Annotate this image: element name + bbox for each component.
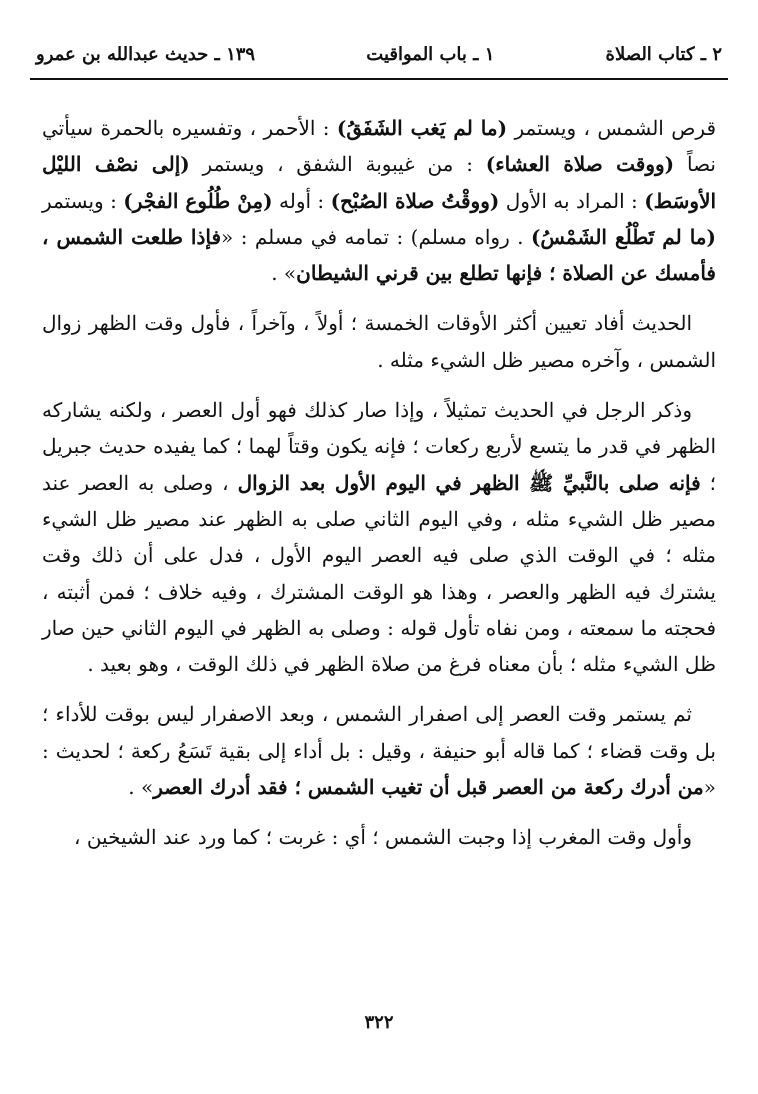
commentary-text: » . xyxy=(271,261,297,286)
paragraph xyxy=(42,392,716,682)
hadith-quote: (مِنْ طُلُوع الفجْر) xyxy=(123,188,273,213)
paragraph xyxy=(42,110,716,291)
paragraph xyxy=(42,819,716,855)
hadith-quote: (ما لم تَطْلُع الشَمْسُ) xyxy=(530,224,716,249)
commentary-text: » . xyxy=(128,775,154,800)
commentary-text: قرص الشمس ، ويستمر xyxy=(507,116,717,140)
hadith-quote: فإذا طلعت الشمس ، فأمسك عن الصلاة ؛ فإنها تطلع بين قرني الشيطان xyxy=(42,224,716,286)
hadith-quote: (ووقْتُ صلاة الصُبْح) xyxy=(330,188,500,213)
commentary-text: : المراد به الأول xyxy=(499,188,645,213)
hadith-quote: (ووقت صلاة العشاء) xyxy=(485,152,675,177)
page-body xyxy=(42,110,716,870)
hadith-quote: من أدرك ركعة من العصر قبل أن تغيب الشمس ؛ فقد أدرك العصر xyxy=(153,775,704,800)
hadith-quote: فإنه صلى بالنَّبيِّ ﷺ الظهر في اليوم الأول بعد الزوال xyxy=(237,470,701,495)
paragraph xyxy=(42,696,716,805)
paragraph xyxy=(42,305,716,378)
commentary-text: الحديث أفاد تعيين أكثر الأوقات الخمسة ؛ أولاً ، وآخراً ، فأول وقت الظهر زوال الشمس ، وآخره مصير ظل الشيء مثله . xyxy=(42,311,716,372)
commentary-text: : الأحمر ، وتفسيره بالحمرة سيأتي نصاً xyxy=(42,116,716,177)
header-chapter-title: ١ ـ باب المواقيت xyxy=(366,43,495,65)
commentary-text: : ويستمر xyxy=(42,188,124,213)
page-number: ٣٢٢ xyxy=(364,1012,394,1033)
commentary-text: ، وصلى به العصر عند مصير ظل الشيء مثله ، وفي اليوم الثاني صلى به الظهر عند مصير ظل الشيء مثله ؛ في الوقت الذي صلى فيه العصر اليوم الأول ، فدل على أن ذلك وقت يشترك فيه الظهر والعصر ، وهذا هو الوقت المشترك ، وفيه خلاف ؛ فمن أثبته ، فحجته ما سمعته ، ومن نفاه تأول قوله : وصلى به الظهر في اليوم الثاني حين صار ظل الشيء مثله ؛ بأن معناه فرغ من صلاة الظهر في ذلك الوقت ، وهو بعيد . xyxy=(42,470,716,677)
running-header xyxy=(36,34,722,74)
hadith-quote: (ما لم يَغب الشَفَقُ) xyxy=(336,116,508,140)
header-hadith-title: ١٣٩ ـ حديث عبدالله بن عمرو xyxy=(36,43,256,65)
header-divider xyxy=(30,78,728,80)
hadith-quote: (إلى نصْف الليْل الأوسَط) xyxy=(42,152,717,213)
commentary-text: : أوله xyxy=(272,188,331,213)
commentary-text: : من غيبوبة الشفق ، ويستمر xyxy=(189,152,486,177)
commentary-text: وأول وقت المغرب إذا وجبت الشمس ؛ أي : غربت ؛ كما ورد عند الشيخين ، xyxy=(74,825,692,850)
commentary-text: وذكر الرجل في الحديث تمثيلاً ، وإذا صار كذلك فهو أول العصر ، ولكنه يشاركه الظهر في قدر ما يتسع لأربع ركعات ؛ فإنه يكون وقتاً لهما ؛ كما يفيده حديث جبريل ؛ xyxy=(42,398,717,495)
commentary-text: . رواه مسلم) : تمامه في مسلم : « xyxy=(221,224,531,249)
commentary-text: ثم يستمر وقت العصر إلى اصفرار الشمس ، وبعد الاصفرار ليس بوقت للأداء ؛ بل وقت قضاء ؛ كما قاله أبو حنيفة ، وقيل : بل أداء إلى بقية تَسَعُ ركعة ؛ لحديث : « xyxy=(42,702,716,800)
header-book-title: ٢ ـ كتاب الصلاة xyxy=(605,43,722,65)
